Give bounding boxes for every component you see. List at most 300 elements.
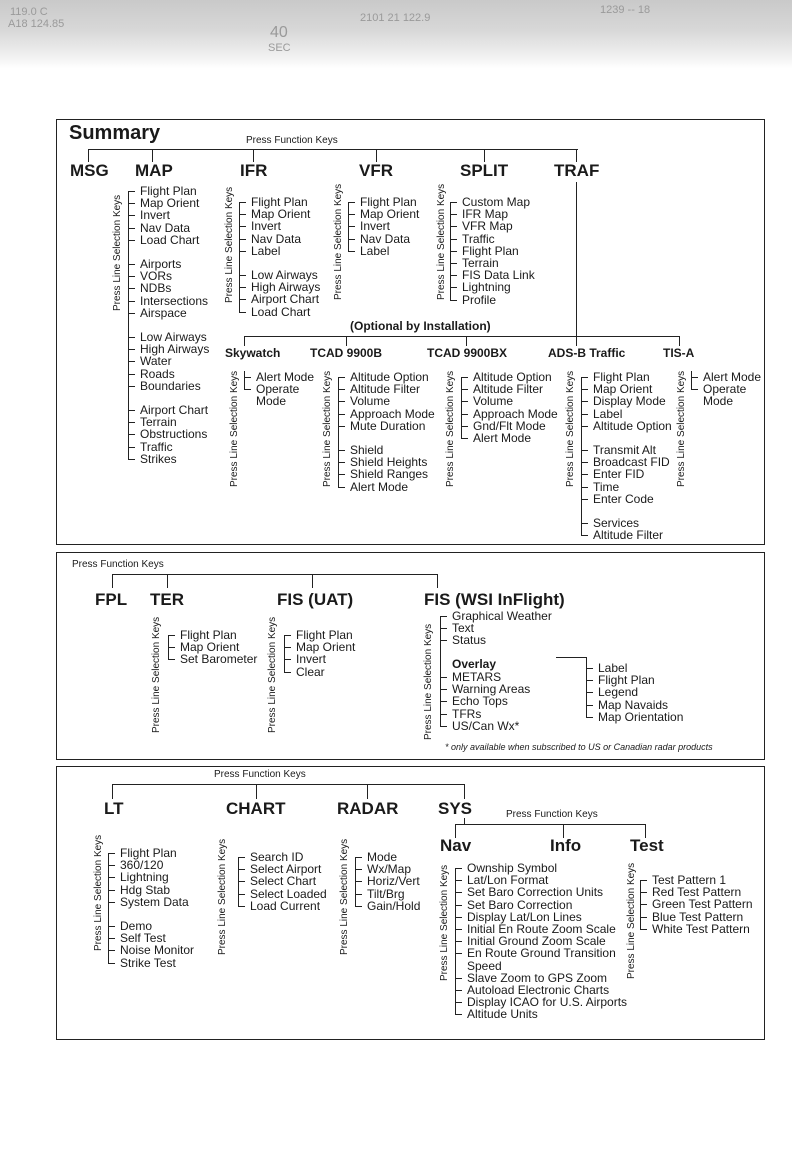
connector-line (244, 377, 251, 378)
line-selection-keys-label: Press Line Selection Keys (676, 370, 687, 487)
connector-line (128, 459, 135, 460)
header-fragment: SEC (268, 42, 291, 54)
connector-line (455, 1002, 462, 1003)
ifr-item: High Airways (251, 280, 321, 295)
map-item: Roads (140, 366, 175, 381)
ads-b-item: Map Orient (593, 382, 653, 397)
line-selection-keys-label: Press Line Selection Keys (423, 623, 434, 740)
tcad-9900bx-item: Volume (473, 394, 514, 409)
function-key-sys: SYS (438, 799, 473, 818)
traffic-option-0: Skywatch (225, 346, 281, 360)
ter-item: Flight Plan (180, 628, 237, 642)
connector-line (348, 251, 355, 252)
connector-line (284, 672, 291, 673)
connector-line (640, 880, 647, 881)
connector-line (367, 784, 368, 799)
ifr-item: Nav Data (251, 231, 302, 246)
connector-line (338, 377, 345, 378)
connector-line (348, 239, 355, 240)
connector-line (581, 462, 588, 463)
connector-line (108, 865, 115, 866)
tis-a-item: Mode (703, 394, 734, 408)
traffic-option-4: TIS-A (663, 346, 695, 360)
connector-line (338, 414, 345, 415)
test-item: Blue Test Pattern (652, 909, 744, 924)
ads-b-item: Transmit Alt (593, 443, 656, 457)
connector-line (238, 869, 245, 870)
skywatch-item: Mode (256, 394, 287, 408)
connector-line (355, 906, 362, 907)
connector-line (348, 202, 355, 203)
tcad-9900b-item: Approach Mode (350, 406, 435, 421)
test-item: White Test Pattern (652, 921, 750, 936)
line-selection-keys-label: Press Line Selection Keys (333, 183, 344, 300)
ads-b-item: Services (593, 516, 640, 530)
skywatch-item: Operate (256, 382, 300, 396)
press-function-keys-label: Press Function Keys (214, 769, 306, 780)
connector-line (450, 214, 457, 215)
connector-line (581, 377, 588, 378)
function-key-2: FIS (UAT) (277, 590, 354, 609)
connector-line (450, 202, 457, 203)
function-key-lt: LT (104, 799, 124, 818)
connector-line (238, 857, 245, 858)
line-selection-keys-label: Press Line Selection Keys (224, 186, 235, 303)
connector-line (338, 487, 345, 488)
connector-line (581, 535, 588, 536)
line-selection-keys-label: Press Line Selection Keys (339, 838, 350, 955)
split-item: Lightning (462, 280, 511, 295)
split-item: Profile (462, 292, 497, 307)
connector-line (450, 226, 457, 227)
connector-line (455, 990, 462, 991)
connector-line (108, 926, 115, 927)
map-item: Load Chart (140, 232, 200, 247)
fpl-fis-panel (56, 552, 765, 760)
ads-b-item: Flight Plan (593, 370, 650, 384)
wsi-item: Status (452, 633, 487, 648)
connector-line (128, 447, 135, 448)
connector-line (88, 149, 578, 150)
ads-b-item: Time (593, 479, 620, 494)
line-selection-keys-label: Press Line Selection Keys (93, 834, 104, 951)
connector-line (284, 647, 291, 648)
connector-line (355, 894, 362, 895)
connector-line (691, 371, 692, 389)
connector-line (440, 677, 447, 678)
split-item: FIS Data Link (462, 268, 535, 283)
function-key-3: FIS (WSI InFlight) (424, 590, 565, 609)
connector-line (576, 336, 577, 346)
connector-line (284, 635, 285, 673)
vfr-item: Nav Data (360, 231, 411, 246)
tis-a-item: Alert Mode (703, 370, 762, 384)
lt-item: 360/120 (120, 858, 164, 873)
line-selection-keys-label: Press Line Selection Keys (436, 183, 447, 300)
connector-line (581, 523, 588, 524)
connector-line (312, 574, 313, 588)
connector-line (244, 371, 245, 389)
radar-item: Horiz/Vert (367, 874, 420, 889)
connector-line (239, 239, 246, 240)
tis-a-item: Operate (703, 382, 747, 396)
tcad-9900b-item: Shield (350, 443, 384, 457)
connector-line (691, 377, 698, 378)
connector-line (440, 701, 447, 702)
connector-line (239, 275, 246, 276)
ter-item: Set Barometer (180, 652, 258, 667)
function-key-traf: TRAF (554, 161, 600, 180)
press-function-keys-label: Press Function Keys (506, 809, 598, 820)
fis-uat-item: Clear (296, 664, 325, 679)
connector-line (338, 462, 345, 463)
ifr-item: Flight Plan (251, 195, 308, 209)
overlay-option-item: Map Navaids (598, 697, 669, 712)
radar-item: Mode (367, 850, 398, 864)
ads-b-item: Display Mode (593, 394, 666, 409)
nav-item: Set Baro Correction Units (467, 885, 604, 900)
overlay-option-item: Map Orientation (598, 709, 684, 724)
map-item: Water (140, 354, 172, 369)
connector-line (108, 877, 115, 878)
vfr-item: Invert (360, 219, 391, 234)
header-fragment: 1239 -- 18 (600, 4, 651, 16)
connector-line (239, 202, 240, 313)
line-selection-keys-label: Press Line Selection Keys (267, 616, 278, 733)
nav-item: Lat/Lon Format (467, 873, 549, 888)
ter-item: Map Orient (180, 640, 240, 655)
overlay-item: Echo Tops (452, 694, 508, 709)
connector-line (355, 869, 362, 870)
connector-line (450, 239, 457, 240)
radar-item: Tilt/Brg (367, 886, 405, 901)
connector-line (128, 191, 129, 460)
connector-line (239, 251, 246, 252)
connector-line (238, 881, 245, 882)
connector-line (450, 300, 457, 301)
line-selection-keys-label: Press Line Selection Keys (445, 370, 456, 487)
connector-line (239, 287, 246, 288)
connector-line (450, 275, 457, 276)
map-item: NDBs (140, 281, 172, 296)
ifr-item: Low Airways (251, 268, 318, 282)
map-item: Traffic (140, 439, 173, 454)
connector-line (244, 336, 245, 346)
connector-line (108, 902, 115, 903)
connector-line (455, 917, 462, 918)
function-key-map: MAP (135, 161, 173, 180)
traffic-option-3: ADS-B Traffic (548, 346, 626, 360)
line-selection-keys-label: Press Line Selection Keys (565, 370, 576, 487)
tcad-9900bx-item: Altitude Option (473, 370, 552, 384)
connector-line (455, 892, 462, 893)
connector-line (128, 349, 135, 350)
nav-item: En Route Ground Transition (467, 946, 616, 961)
map-item: Airspace (140, 305, 187, 320)
overlay-item: Warning Areas (452, 682, 531, 697)
overlay-heading: Overlay (452, 657, 497, 671)
connector-line (128, 434, 135, 435)
ads-b-item: Altitude Option (593, 418, 672, 433)
sys-key-nav: Nav (440, 836, 472, 855)
nav-item: Initial En Route Zoom Scale (467, 922, 616, 936)
map-item: Boundaries (140, 378, 201, 393)
tcad-9900b-item: Volume (350, 394, 391, 409)
connector-line (338, 426, 345, 427)
split-item: Custom Map (462, 195, 531, 209)
ifr-item: Airport Chart (251, 292, 320, 307)
nav-item: Ownship Symbol (467, 861, 558, 875)
connector-line (128, 422, 135, 423)
map-item: Obstructions (140, 427, 208, 442)
connector-line (128, 361, 135, 362)
connector-line (455, 1014, 462, 1015)
connector-line (455, 868, 462, 869)
connector-line (640, 892, 647, 893)
connector-line (466, 336, 467, 346)
overlay-item: TFRs (452, 706, 482, 721)
connector-line (440, 628, 447, 629)
connector-line (112, 574, 113, 588)
connector-line (112, 784, 113, 799)
header-fragment: 2101 21 122.9 (360, 12, 431, 24)
split-item: Traffic (462, 231, 495, 246)
connector-line (586, 692, 593, 693)
connector-line (128, 240, 135, 241)
connector-line (239, 226, 246, 227)
connector-line (338, 474, 345, 475)
split-item: VFR Map (462, 219, 513, 234)
connector-line (461, 401, 468, 402)
connector-line (437, 574, 438, 588)
overlay-option-item: Legend (598, 685, 639, 700)
connector-line (461, 438, 468, 439)
map-item: High Airways (140, 342, 210, 357)
tcad-9900bx-item: Alert Mode (473, 431, 532, 445)
connector-line (128, 313, 135, 314)
function-key-chart: CHART (226, 799, 286, 818)
connector-line (581, 487, 588, 488)
connector-line (461, 389, 468, 390)
tcad-9900b-item: Altitude Filter (350, 382, 421, 397)
connector-line (455, 880, 462, 881)
connector-line (244, 336, 680, 337)
header-map-image (0, 0, 792, 68)
connector-line (108, 938, 115, 939)
lt-item: Hdg Stab (120, 882, 171, 897)
map-item: Intersections (140, 293, 209, 308)
connector-line (581, 450, 588, 451)
connector-line (576, 182, 577, 337)
footnote: * only available when subscribed to US or Canadian radar products (445, 742, 713, 752)
press-function-keys-label: Press Function Keys (246, 135, 338, 146)
connector-line (238, 894, 245, 895)
tcad-9900b-item: Mute Duration (350, 418, 426, 433)
sys-key-info: Info (550, 836, 582, 855)
lt-item: Lightning (120, 870, 169, 885)
connector-line (346, 336, 347, 346)
connector-line (348, 214, 355, 215)
connector-line (586, 705, 593, 706)
connector-line (640, 929, 647, 930)
vfr-item: Map Orient (360, 207, 420, 222)
ads-b-item: Altitude Filter (593, 528, 664, 543)
connector-line (455, 941, 462, 942)
connector-line (455, 929, 462, 930)
connector-line (581, 426, 588, 427)
header-fragment: 119.0 C (10, 6, 48, 18)
function-key-msg: MSG (70, 161, 109, 180)
connector-line (128, 215, 135, 216)
connector-line (440, 616, 447, 617)
split-item: Terrain (462, 256, 499, 270)
radar-item: Gain/Hold (367, 898, 421, 913)
line-selection-keys-label: Press Line Selection Keys (151, 616, 162, 733)
connector-line (455, 953, 462, 954)
connector-line (128, 374, 135, 375)
split-item: IFR Map (462, 207, 509, 222)
ads-b-item: Enter FID (593, 467, 645, 482)
nav-item: Initial Ground Zoom Scale (467, 934, 606, 949)
tcad-9900b-item: Alert Mode (350, 479, 409, 494)
nav-item: Altitude Units (467, 1007, 538, 1022)
connector-line (461, 377, 468, 378)
nav-item: Set Baro Correction (467, 897, 573, 912)
line-selection-keys-label: Press Line Selection Keys (322, 370, 333, 487)
ifr-item: Load Chart (251, 304, 311, 319)
line-selection-keys-label: Press Line Selection Keys (439, 864, 450, 981)
connector-line (586, 680, 593, 681)
connector-line (108, 950, 115, 951)
connector-line (581, 499, 588, 500)
connector-line (256, 784, 257, 799)
test-item: Green Test Pattern (652, 897, 753, 912)
skywatch-item: Alert Mode (256, 370, 315, 384)
connector-line (586, 668, 593, 669)
connector-line (239, 312, 246, 313)
chart-item: Search ID (250, 850, 304, 864)
connector-line (108, 853, 109, 964)
nav-item: Speed (467, 958, 502, 973)
connector-line (355, 881, 362, 882)
line-selection-keys-label: Press Line Selection Keys (229, 370, 240, 487)
line-selection-keys-label: Press Line Selection Keys (626, 862, 637, 979)
traffic-option-2: TCAD 9900BX (427, 346, 508, 360)
lt-item: Flight Plan (120, 846, 177, 860)
lt-item: System Data (120, 894, 189, 909)
lt-item: Self Test (120, 931, 166, 946)
ifr-item: Label (251, 243, 281, 258)
split-item: Flight Plan (462, 243, 519, 258)
connector-line (450, 251, 457, 252)
map-item: Airports (140, 257, 182, 271)
connector-line (284, 659, 291, 660)
connector-line (239, 202, 246, 203)
tcad-9900bx-item: Gnd/Flt Mode (473, 418, 546, 433)
connector-line (168, 635, 175, 636)
map-item: Map Orient (140, 196, 200, 211)
fis-uat-item: Map Orient (296, 640, 356, 655)
chart-item: Select Airport (250, 862, 322, 877)
connector-line (691, 389, 698, 390)
ads-b-item: Broadcast FID (593, 455, 670, 470)
map-item: Flight Plan (140, 184, 197, 198)
connector-line (128, 386, 135, 387)
connector-line (128, 276, 135, 277)
connector-line (455, 824, 646, 825)
lt-item: Demo (120, 919, 153, 933)
connector-line (128, 264, 135, 265)
line-selection-keys-label: Press Line Selection Keys (217, 838, 228, 955)
connector-line (464, 784, 465, 799)
connector-line (338, 377, 339, 488)
vfr-item: Flight Plan (360, 195, 417, 209)
connector-line (440, 640, 447, 641)
connector-line (112, 784, 465, 785)
overlay-item: US/Can Wx* (452, 718, 520, 733)
function-key-vfr: VFR (359, 161, 393, 180)
connector-line (455, 905, 462, 906)
map-item: VORs (140, 269, 173, 284)
connector-line (112, 574, 438, 575)
map-item: Terrain (140, 415, 177, 430)
ads-b-item: Label (593, 406, 623, 421)
connector-line (284, 635, 291, 636)
connector-line (128, 337, 135, 338)
connector-line (128, 288, 135, 289)
connector-line (450, 263, 457, 264)
ads-b-item: Enter Code (593, 491, 654, 506)
chart-item: Select Chart (250, 874, 317, 889)
map-item: Airport Chart (140, 403, 209, 417)
nav-item: Display Lat/Lon Lines (467, 909, 582, 924)
overlay-option-item: Flight Plan (598, 673, 655, 688)
overlay-item: METARS (452, 670, 502, 684)
connector-line (168, 659, 175, 660)
summary-title: Summary (69, 122, 161, 144)
map-item: Invert (140, 208, 171, 223)
connector-line (348, 226, 355, 227)
connector-line (338, 450, 345, 451)
connector-line (108, 853, 115, 854)
connector-line (581, 401, 588, 402)
connector-line (581, 389, 588, 390)
tcad-9900bx-item: Altitude Filter (473, 382, 544, 397)
connector-line (238, 906, 245, 907)
wsi-item: Text (452, 621, 475, 636)
connector-line (455, 978, 462, 979)
function-key-radar: RADAR (337, 799, 399, 818)
function-key-0: FPL (95, 590, 128, 609)
tcad-9900b-item: Altitude Option (350, 370, 429, 384)
connector-line (167, 574, 168, 588)
overlay-option-item: Label (598, 661, 628, 675)
test-item: Test Pattern 1 (652, 873, 727, 887)
ifr-item: Invert (251, 219, 282, 234)
connector-line (338, 389, 345, 390)
ifr-item: Map Orient (251, 207, 311, 222)
connector-line (355, 857, 362, 858)
fis-uat-item: Flight Plan (296, 628, 353, 642)
traffic-option-1: TCAD 9900B (310, 346, 383, 360)
fis-uat-item: Invert (296, 652, 327, 667)
connector-line (128, 203, 135, 204)
connector-line (440, 714, 447, 715)
connector-line (556, 657, 586, 658)
connector-line (440, 689, 447, 690)
optional-by-installation-label: (Optional by Installation) (350, 319, 491, 333)
sys-key-test: Test (630, 836, 664, 855)
